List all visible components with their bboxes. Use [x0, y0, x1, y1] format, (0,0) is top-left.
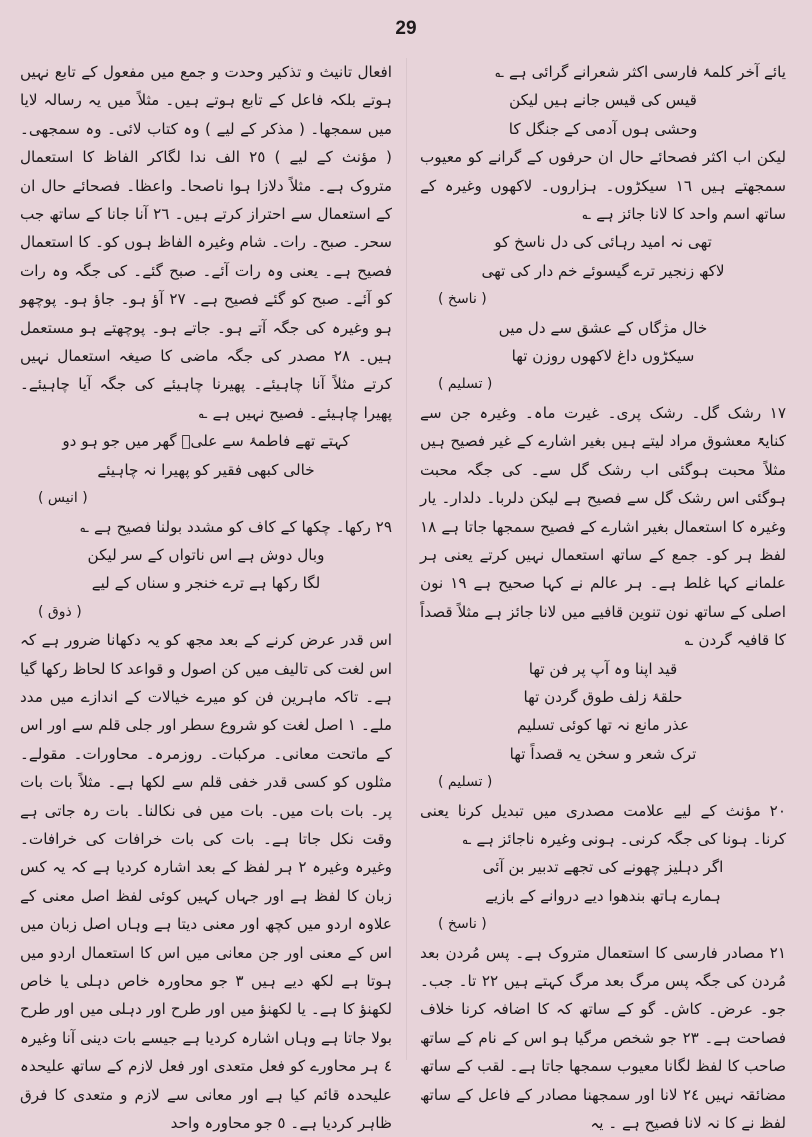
verse-line: کہتے تھے فاطمۂ سے علیؑ گھر میں جو ہو دو [62, 432, 350, 451]
verse-line: لگا رکھا ہے ترے خنجر و سناں کے لیے [91, 574, 321, 593]
paragraph: یائے آخر کلمۂ فارسی اکثر شعرانے گرائی ہے ؎ [495, 63, 786, 81]
verse-line: خال مژگاں کے عشق سے دل میں [498, 318, 708, 337]
paragraph: اس قدر عرض کرنے کے بعد مجھ کو یہ دکھانا ضرور ہے کہ اس لغت کی تالیف میں کن اصول و قواعد کا لحاظ رکھا گیا ہے۔ تاکہ ماہرین فن کو میرے خیالات کے اندازے میں مدد ملے۔ ١ اصل لغت کو شروع سطر اور جلی قلم سے اور اس کے ماتحت معانی۔ مرکبات۔ روزمرہ۔ محاورات۔ مقولے۔ مثلوں کو کسی قدر خفی قلم سے لکھا ہے۔ مثلاً بات بات پر۔ بات بات میں۔ بات میں فی نکالنا۔ بات رہ جاتی ہے وقت نکل جاتا ہے۔ بات کی بات خرافات کی خرافات۔ وغیرہ وغیرہ ٢ ہر لفظ کے بعد اشارہ کردیا ہے کہ یہ کس زبان کا لفظ ہے اور جہاں کہیں کوئی لفظ اصل معنی کے علاوہ اردو میں کچھ اور معنی دیتا ہے وہاں اصل زبان میں اس کے معنی اور جن معانی میں اس کا استعمال اردو میں ہوتا ہے لکھ دیے ہیں ٣ جو محاورہ خاص دہلی یا خاص لکھنؤ کا ہے۔ یا لکھنؤ میں اور طرح اور دہلی میں اور طرح بولا جاتا ہے وہاں اشارہ کردیا ہے جیسے بات دینی آنا وغیرہ ٤ ہر محاورے کو فعل متعدی اور فعل لازم کے ساتھ علیحدہ علیحدہ قائم کیا ہے اور معانی سے لازم و متعدی کا فرق ظاہر کردیا ہے۔ ٥ جو محاورہ واحد [20, 631, 392, 1133]
poet-attribution: ( ذوق ) [38, 603, 82, 620]
verse-line: حلقۂ زلف طوق گردن تھا [523, 687, 683, 706]
verse-line: تھی نہ امید رہائی کی دل ناسخ کو [494, 233, 712, 252]
verse-line: ہمارے ہاتھ بندھوا دیے دروانے کے بازیے [485, 886, 721, 905]
verse-line: عذر مانع نہ تھا کوئی تسلیم [516, 716, 690, 735]
verse-line: وبال دوش ہے اس ناتواں کے سر لیکن [87, 545, 325, 564]
poet-attribution: ( ناسخ ) [438, 291, 487, 308]
verse-line: خالی کبھی فقیر کو پھیرا نہ چاہیئے [97, 460, 315, 479]
paragraph: لیکن اب اکثر فصحائے حال ان حرفوں کے گرانے کو معیوب سمجھتے ہیں ١٦ سیکڑوں۔ ہزاروں۔ لاکھوں وغیرہ کے ساتھ اسم واحد کا لانا جائز ہے ؎ [420, 148, 786, 224]
paragraph: ٢٩ رکھا۔ چکھا کے کاف کو مشدد بولنا فصیح ہے ؎ [80, 517, 392, 536]
verse-line: قیس کی قیس جانے ہیں لیکن [509, 91, 697, 110]
column-gutter [406, 58, 407, 1060]
paragraph: افعال تانیث و تذکیر وحدت و جمع میں مفعول کے تابع نہیں ہوتے بلکہ فاعل کے تابع ہوتے ہیں۔ مثلاً میں یہ رسالہ لایا میں سمجھا۔ ( مذکر کے لیے ) وہ کتاب لائی۔ وہ سمجھی۔ ( مؤنث کے لیے ) ٢٥ الف ندا لگاکر الفاظ کا استعمال متروک ہے۔ مثلاً دلازا ہوا ناصحا۔ واعظا۔ فصحائے حال ان کے استعمال سے احتراز کرتے ہیں۔ ٢٦ آنا جانا کے ساتھ جب سحر۔ صبح۔ رات۔ شام وغیرہ الفاظ ہوں کو۔ کا استعمال فصیح ہے۔ یعنی وہ رات آئے۔ صبح گئے۔ کی جگہ وہ رات کو آئے۔ صبح کو گئے فصیح ہے۔ ٢٧ آؤ ہو۔ جاؤ ہو۔ پوچھو ہو وغیرہ کی جگہ آتے ہو۔ جاتے ہو۔ پوچھتے ہو مستعمل ہیں۔ ٢٨ مصدر کی جگہ ماضی کا صیغہ استعمال نہیں کرتے مثلاً آنا چاہیئے۔ پھیرنا چاہیئے کی جگہ آیا چاہیئے۔ پھیرا چاہیئے۔ فصیح نہیں ہے ؎ [20, 63, 392, 422]
paragraph: ٢١ مصادر فارسی کا استعمال متروک ہے۔ پس مُردن بعد مُردن کی جگہ پس مرگ بعد مرگ کہتے ہیں ٢٢ تا۔ جب۔ جو۔ عرض۔ کاش۔ گو کے ساتھ کہ کا اضافہ کرنا خلاف فصاحت ہے۔ ٢٣ جو شخص مرگیا ہو اس کے نام کے ساتھ صاحب کا لفظ لگانا معیوب سمجھا جاتا ہے۔ لقب کے ساتھ مضائقہ نہیں ٢٤ لانا اور سمجھنا مصادر کے فاعل کے ساتھ لفظ نے کا نہ لانا فصیح ہے ۔ یہ [420, 943, 787, 1133]
paragraph: ٢٠ مؤنث کے لیے علامت مصدری میں تبدیل کرنا یعنی کرنا۔ ہونا کی جگہ کرنی۔ ہونی وغیرہ ناجائز ہے ؎ [420, 801, 786, 848]
verse-line: ترک شعر و سخن یہ قصداً تھا [509, 744, 697, 763]
poet-attribution: ( ناسخ ) [438, 916, 487, 933]
page-number: 29 [395, 18, 417, 39]
verse-line: سیکڑوں داغ لاکھوں روزن تھا [511, 347, 695, 366]
poet-attribution: ( تسلیم ) [438, 774, 493, 791]
left-column [20, 58, 392, 1133]
paragraph: ١٧ رشک گل۔ رشک پری۔ غیرت ماہ۔ وغیرہ جن سے کنایۃً معشوق مراد لیتے ہیں بغیر اشارے کے غیر فصیح ہیں مثلاً محبت ہوگئی اب رشک گل سے۔ کی جگہ محبت ہوگئی اس رشک گل سے فصیح ہے لیکن دلربا۔ دلدار۔ یار وغیرہ کا استعمال بغیر اشارے کے فصیح سمجھا جاتا ہے ١٨ لفظ ہر کو۔ جمع کے ساتھ استعمال نہیں کرتے یعنی ہر علمانے کہا غلط ہے۔ ہر عالم نے کہا صحیح ہے ١٩ نون اصلی کے ساتھ نون تنوین قافیے میں لانا جائز ہے مثلاً قصداً کا قافیہ گردن ؎ [420, 403, 786, 650]
poet-attribution: ( تسلیم ) [438, 376, 493, 393]
verse-line: اگر دہلیز چھونے کی تجھے تدبیر بن آئی [482, 858, 724, 877]
verse-line: قید اپنا وہ آپ پر فن تھا [528, 659, 678, 678]
right-column [420, 58, 787, 1133]
verse-line: وحشی ہوں آدمی کے جنگل کا [508, 119, 698, 138]
poet-attribution: ( انیس ) [38, 490, 88, 507]
verse-line: لاکھ زنجیر ترے گیسوئے خم دار کی تھی [481, 261, 725, 280]
